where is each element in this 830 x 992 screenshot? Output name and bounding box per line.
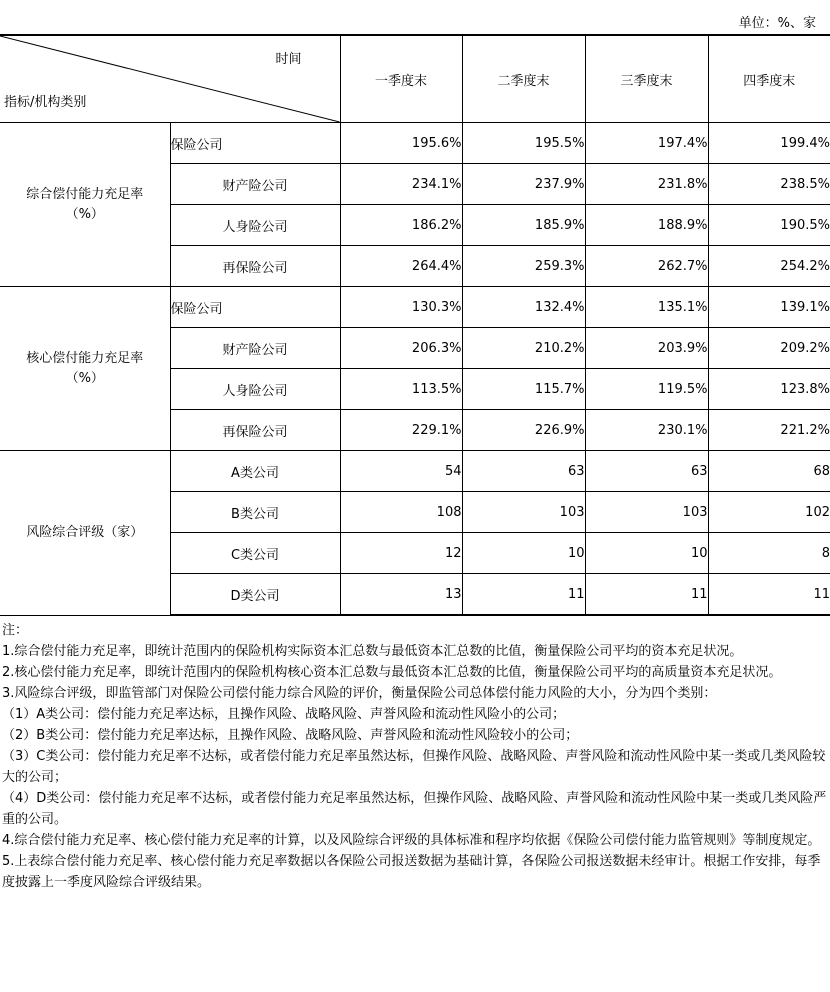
value-cell: 195.5% (462, 123, 585, 164)
notes-section (2, 620, 828, 893)
value-cell: 210.2% (462, 328, 585, 369)
time-label: 时间 (275, 52, 302, 67)
note-item: 2.核心偿付能力充足率，即统计范围内的保险机构核心资本汇总数与最低资本汇总数的比值，衡量保险公司平均的高质量资本充足状况。 (2, 665, 782, 680)
quarter-header-1: 一季度末 (340, 35, 462, 123)
value-cell: 197.4% (585, 123, 708, 164)
row-label: 财产险公司 (170, 328, 340, 369)
core-solvency-group-label (0, 287, 170, 451)
group-title: 综合偿付能力充足率 (26, 186, 144, 202)
quarter-header-2: 二季度末 (462, 35, 585, 123)
value-cell: 237.9% (462, 164, 585, 205)
group-title: 核心偿付能力充足率 (26, 350, 144, 366)
value-cell: 119.5% (585, 369, 708, 410)
value-cell: 13 (340, 574, 462, 616)
table-row (0, 287, 830, 328)
value-cell: 229.1% (340, 410, 462, 451)
value-cell: 195.6% (340, 123, 462, 164)
row-label: 保险公司 (170, 287, 340, 328)
value-cell: 254.2% (708, 246, 830, 287)
note-item: 1.综合偿付能力充足率，即统计范围内的保险机构实际资本汇总数与最低资本汇总数的比值，衡量保险公司平均的资本充足状况。 (2, 644, 743, 659)
value-cell: 132.4% (462, 287, 585, 328)
row-label: 人身险公司 (170, 369, 340, 410)
value-cell: 103 (462, 492, 585, 533)
value-cell: 188.9% (585, 205, 708, 246)
note-item: （3）C类公司：偿付能力充足率不达标，或者偿付能力充足率虽然达标，但操作风险、战略风险、声誉风险和流动性风险中某一类或几类风险较大的公司； (2, 749, 826, 785)
value-cell: 231.8% (585, 164, 708, 205)
value-cell: 185.9% (462, 205, 585, 246)
value-cell: 102 (708, 492, 830, 533)
row-label: B类公司 (170, 492, 340, 533)
row-label: D类公司 (170, 574, 340, 616)
row-label: A类公司 (170, 451, 340, 492)
table-row (0, 451, 830, 492)
value-cell: 238.5% (708, 164, 830, 205)
value-cell: 103 (585, 492, 708, 533)
note-item: （1）A类公司：偿付能力充足率达标，且操作风险、战略风险、声誉风险和流动性风险小的公司； (2, 707, 566, 722)
value-cell: 63 (462, 451, 585, 492)
value-cell: 11 (462, 574, 585, 616)
value-cell: 63 (585, 451, 708, 492)
group-title: 风险综合评级（家） (26, 524, 144, 540)
value-cell: 68 (708, 451, 830, 492)
row-label: C类公司 (170, 533, 340, 574)
value-cell: 139.1% (708, 287, 830, 328)
value-cell: 259.3% (462, 246, 585, 287)
value-cell: 199.4% (708, 123, 830, 164)
value-cell: 264.4% (340, 246, 462, 287)
table-row (0, 123, 830, 164)
value-cell: 226.9% (462, 410, 585, 451)
value-cell: 186.2% (340, 205, 462, 246)
value-cell: 230.1% (585, 410, 708, 451)
value-cell: 113.5% (340, 369, 462, 410)
group-unit: （%） (65, 206, 104, 222)
value-cell: 135.1% (585, 287, 708, 328)
value-cell: 130.3% (340, 287, 462, 328)
row-label: 人身险公司 (170, 205, 340, 246)
value-cell: 54 (340, 451, 462, 492)
note-item: 4.综合偿付能力充足率、核心偿付能力充足率的计算，以及风险综合评级的具体标准和程序均依据《保险公司偿付能力监管规则》等制度规定。 (2, 833, 821, 848)
value-cell: 123.8% (708, 369, 830, 410)
row-label: 保险公司 (170, 123, 340, 164)
value-cell: 10 (585, 533, 708, 574)
value-cell: 115.7% (462, 369, 585, 410)
indicator-label: 指标/机构类别 (4, 95, 87, 110)
value-cell: 8 (708, 533, 830, 574)
note-item: （2）B类公司：偿付能力充足率达标，且操作风险、战略风险、声誉风险和流动性风险较小的公司； (2, 728, 579, 743)
quarter-header-3: 三季度末 (585, 35, 708, 123)
note-item: （4）D类公司：偿付能力充足率不达标，或者偿付能力充足率虽然达标，但操作风险、战略风险、声誉风险和流动性风险中某一类或几类风险严重的公司。 (2, 791, 827, 827)
value-cell: 262.7% (585, 246, 708, 287)
notes-heading: 注： (2, 623, 29, 638)
row-label: 再保险公司 (170, 410, 340, 451)
value-cell: 12 (340, 533, 462, 574)
value-cell: 234.1% (340, 164, 462, 205)
group-unit: （%） (65, 370, 104, 386)
risk-rating-group-label (0, 451, 170, 616)
header-diagonal-cell (0, 35, 340, 123)
value-cell: 11 (585, 574, 708, 616)
note-item: 5.上表综合偿付能力充足率、核心偿付能力充足率数据以各保险公司报送数据为基础计算，各保险公司报送数据未经审计。根据工作安排，每季度披露上一季度风险综合评级结果。 (2, 854, 821, 890)
row-label: 再保险公司 (170, 246, 340, 287)
value-cell: 206.3% (340, 328, 462, 369)
unit-label: 单位：%、家 (738, 16, 816, 31)
value-cell: 203.9% (585, 328, 708, 369)
value-cell: 221.2% (708, 410, 830, 451)
note-item: 3.风险综合评级，即监管部门对保险公司偿付能力综合风险的评价，衡量保险公司总体偿付能力风险的大小，分为四个类别： (2, 686, 717, 701)
quarter-header-4: 四季度末 (708, 35, 830, 123)
value-cell: 209.2% (708, 328, 830, 369)
header-row (0, 35, 830, 123)
comprehensive-solvency-group-label (0, 123, 170, 287)
solvency-table (0, 34, 830, 616)
row-label: 财产险公司 (170, 164, 340, 205)
value-cell: 10 (462, 533, 585, 574)
value-cell: 108 (340, 492, 462, 533)
value-cell: 190.5% (708, 205, 830, 246)
value-cell: 11 (708, 574, 830, 616)
